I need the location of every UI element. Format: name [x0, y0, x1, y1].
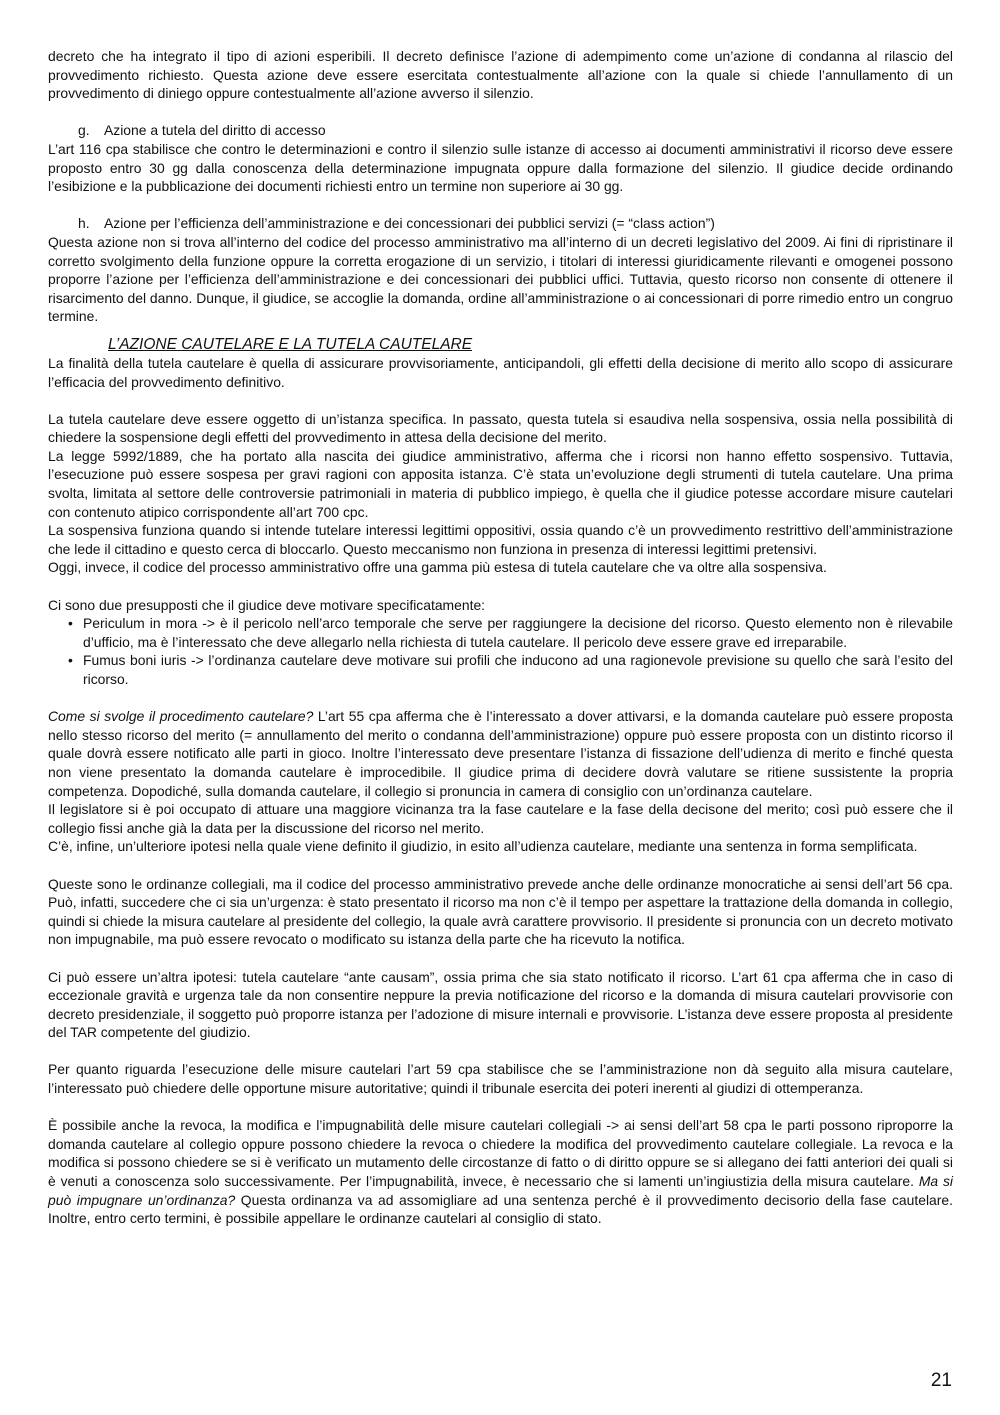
- item-heading-h: [48, 214, 953, 233]
- item-title-g: Azione a tutela del diritto di accesso: [104, 122, 326, 139]
- paragraph-presupposti: Ci sono due presupposti che il giudice deve motivare specificatamente:: [48, 596, 486, 613]
- paragraph-procedimento: Come si svolge il procedimento cautelare? L’art 55 cpa afferma che è l’interessato a dover attivarsi, e la domanda cautelare può essere proposta nello stesso ricorso del merito (= annullamento del merito o condanna dell’amministrazione) oppure può essere proposta con un distinto ricorso il quale dovrà essere notificato alle parti in gioco. Inoltre l’interessato deve presentare l’istanza di fissazione dell’udienza di merito e finché questa non viene presentato la domanda cautelare è improcedibile. Il giudice prima di decidere dovrà valutare se ritiene sussistente la propria competenza. Dopodiché, sulla domanda cautelare, il collegio si pronuncia in camera di consiglio con un’ordinanza cautelare.: [48, 708, 953, 799]
- paragraph-class-action: Questa azione non si trova all’interno del codice del processo amministrativo ma all’interno di un decreti legislativo del 2009. Ai fini di ripristinare il corretto svolgimento della funzione oppure la corretta erogazione di un servizio, i titolari di interessi giuridicamente rilevanti e omogenei possono proporre l’azione per l’efficienza dell’amministrazione e dei concessionari dei pubblici uffici. Tuttavia, questo ricorso non consente di ottenere il risarcimento del danno. Dunque, il giudice, se accoglie la domanda, ordine all’amministrazione o ai concessionari di porre rimedio entro un congruo termine.: [48, 233, 953, 325]
- paragraph-accesso: L’art 116 cpa stabilisce che contro le determinazioni e contro il silenzio sulle istanze di accesso ai documenti amministrativi il ricorso deve essere proposto entro 30 gg dalla conoscenza della determinazione impugnata oppure dalla formazione del silenzio. Il giudice decide ordinando l’esibizione e la pubblicazione dei documenti richiesti entro un termine non superiore ai 30 gg.: [48, 140, 953, 195]
- item-title-h: Azione per l’efficienza dell’amministrazione e dei concessionari dei pubblici servizi (= “class action”): [104, 215, 715, 232]
- paragraph-revoca: È possibile anche la revoca, la modifica e l’impugnabilità delle misure cautelari collegiali -> ai sensi dell’art 58 cpa le parti possono riproporre la domanda cautelare al collegio oppure possono chiedere la revoca o chiedere la modifica del provvedimento cautelare collegiale. La revoca e la modifica si possono chiedere se si è verificato un mutamento delle circostanze di fatto o di diritto oppure se si allegano dei fatti anteriori dei quali si è venuti a conoscenza solo successivamente. Per l’impugnabilità, invece, è necessario che si lamenti un’ingiustizia della misura cautelare. Ma si può impugnare un’ordinanza? Questa ordinanza va ad assomigliare ad una sentenza perché è il provvedimento decisorio della fase cautelare. Inoltre, entro certo termini, è possibile appellare le ordinanze cautelari al consiglio di stato.: [48, 1117, 953, 1227]
- paragraph-sospensiva: La sospensiva funziona quando si intende tutelare interessi legittimi oppositivi, ossia quando c’è un provvedimento restrittivo dell’amministrazione che lede il cittadino e questo cerca di bloccarlo. Questo meccanismo non funziona in presenza di interessi legittimi pretensivi.: [48, 522, 953, 557]
- section-title: L’AZIONE CAUTELARE E LA TUTELA CAUTELARE: [108, 335, 473, 353]
- presupposti-list: [48, 614, 953, 688]
- paragraph-esecuzione: Per quanto riguarda l’esecuzione delle misure cautelari l’art 59 cpa stabilisce che se l’amministrazione non dà seguito alla misura cautelare, l’interessato può chiedere delle opportune misure autoritative; quindi il tribunale esercita dei poteri inerenti al giudizi di ottemperanza.: [48, 1061, 953, 1097]
- paragraph-legislatore: Il legislatore si è poi occupato di attuare una maggiore vicinanza tra la fase cautelare e la fase della decisone del merito; così può essere che il collegio fissi anche già la data per la discussione del ricorso nel merito.: [48, 801, 953, 836]
- question-procedimento: Come si svolge il procedimento cautelare?: [48, 708, 314, 725]
- paragraph-legge: La legge 5992/1889, che ha portato alla nascita dei giudice amministrativo, afferma che i ricorsi non hanno effetto sospensivo. Tuttavia, l’esecuzione può essere sospesa per gravi ragioni con apposita istanza. C’è stata un’evoluzione degli strumenti di tutela cautelare. Una prima svolta, limitata al settore delle controversie patrimoniali in materia di pubblico impiego, è quella che il giudice potesse accordare misure cautelari con contenuto atipico corrispondente all’art 700 cpc.: [48, 447, 953, 520]
- item-letter-h: h.: [78, 215, 90, 232]
- paragraph-finalita: La finalità della tutela cautelare è quella di assicurare provvisoriamente, anticipandoli, gli effetti della decisione di merito allo scopo di assicurare l’efficacia del provvedimento definitivo.: [48, 354, 953, 390]
- bullet-icon: •: [68, 652, 73, 669]
- item-heading-g: [48, 121, 953, 140]
- list-item: • Fumus boni iuris -> l’ordinanza cautelare deve motivare sui profili che inducono ad una ragionevole previsione su quello che sarà l’esito del ricorso.: [68, 652, 953, 687]
- document-page: [48, 47, 953, 1228]
- paragraph-oggi: Oggi, invece, il codice del processo amministrativo offre una gamma più estesa di tutela cautelare che va oltre alla sospensiva.: [48, 559, 827, 576]
- paragraph-intro: decreto che ha integrato il tipo di azioni esperibili. Il decreto definisce l’azione di adempimento come un’azione di condanna al rilascio del provvedimento richiesto. Questa azione deve essere esercitata contestualmente all’azione con la quale si chiede l’annullamento di un provvedimento di diniego oppure contestualmente all’azione avverso il silenzio.: [48, 48, 953, 102]
- item-letter-g: g.: [78, 122, 90, 139]
- paragraph-monocratiche: Queste sono le ordinanze collegiali, ma il codice del processo amministrativo prevede anche delle ordinanze monocratiche ai sensi dell’art 56 cpa. Può, infatti, succedere che ci sia un’urgenza: è stato presentato il ricorso ma non c’è il tempo per aspettare la trattazione della domanda in collegio, quindi si chiede la misura cautelare al presidente del collegio, la quale avrà carattere provvisorio. Il presidente si pronuncia con un decreto motivato non impugnabile, ma può essere revocato o modificato su istanza della parte che ha ricevuto la notifica.: [48, 875, 953, 948]
- list-item: • Periculum in mora -> è il pericolo nell’arco temporale che serve per raggiungere la decisione del ricorso. Questo elemento non è rilevabile d’ufficio, ma è l’interessato che deve allegarlo nella richiesta di tutela cautelare. Il pericolo deve essere grave ed irreparabile.: [68, 615, 953, 650]
- question-impugnare: Ma si può impugnare un’ordinanza?: [48, 1173, 953, 1208]
- paragraph-ante-causam: Ci può essere un’altra ipotesi: tutela cautelare “ante causam”, ossia prima che sia stato notificato il ricorso. L’art 61 cpa afferma che in caso di eccezionale gravità e urgenza tale da non consentire neppure la previa notificazione del ricorso e la domanda di misura cautelari provvisorie con decreto presidenziale, il soggetto può proporre istanza per l’adozione di misure internali e provvisorie. L’istanza deve essere proposta al presidente del TAR competente del giudizio.: [48, 968, 953, 1041]
- paragraph-istanza: La tutela cautelare deve essere oggetto di un’istanza specifica. In passato, questa tutela si esaudiva nella sospensiva, ossia nella possibilità di chiedere la sospensione degli effetti del provvedimento in attesa della decisione del merito.: [48, 410, 953, 446]
- bullet-icon: •: [68, 615, 73, 632]
- page-number: 21: [930, 1370, 952, 1391]
- paragraph-ulteriore: C’è, infine, un’ulteriore ipotesi nella quale viene definito il giudizio, in esito all’udienza cautelare, mediante una sentenza in forma semplificata.: [48, 838, 918, 855]
